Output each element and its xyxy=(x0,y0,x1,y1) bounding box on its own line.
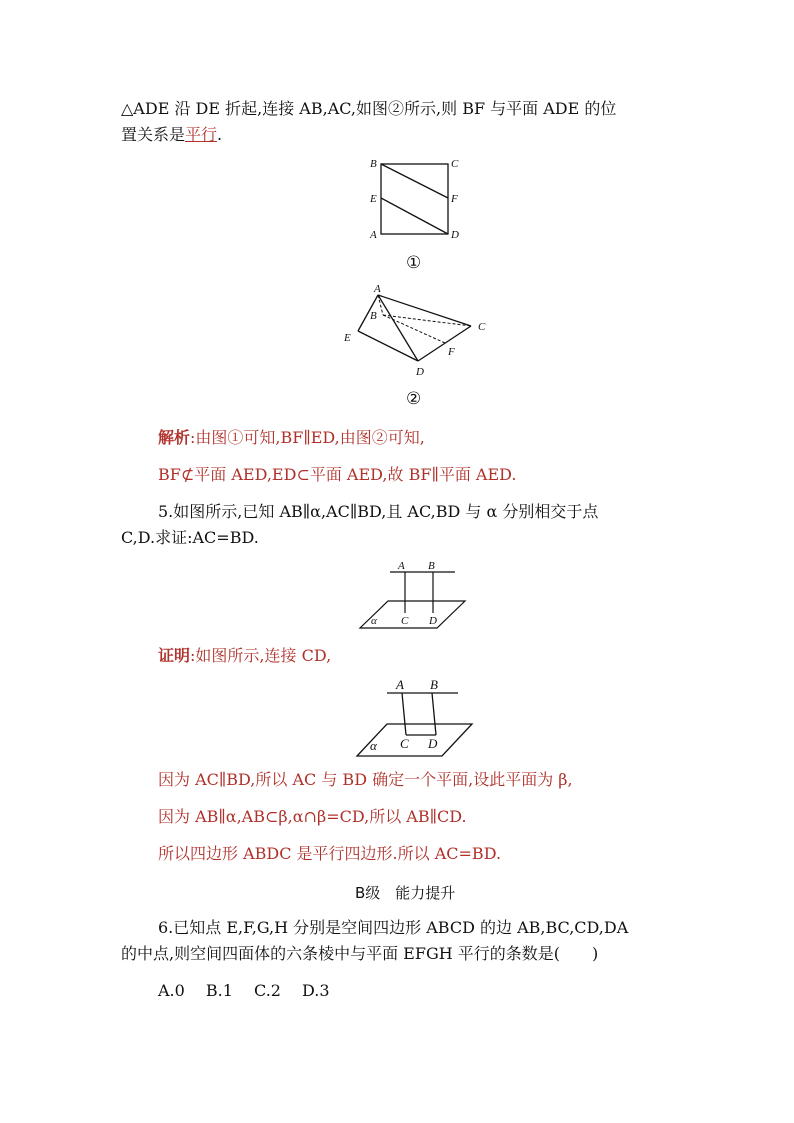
q6-options: A.0 B.1 C.2 D.3 xyxy=(158,981,330,1000)
solution4-text1: :由图①可知,BF∥ED,由图②可知, xyxy=(190,428,425,447)
proof5-line1 xyxy=(158,645,331,667)
q5-line1: 5.如图所示,已知 AB∥α,AC∥BD,且 AC,BD 与 α 分别相交于点 xyxy=(158,502,599,521)
fig3-label-A: A xyxy=(398,560,405,572)
fig2-label-D: D xyxy=(416,366,424,378)
q4-line1: △ADE 沿 DE 折起,连接 AB,AC,如图②所示,则 BF 与平面 ADE 的位 xyxy=(121,99,617,118)
fig1-label-C: C xyxy=(451,158,459,170)
q4-line2-prefix: 置关系是 xyxy=(121,125,186,144)
proof5-text1: :如图所示,连接 CD, xyxy=(190,646,332,665)
fig1-label-F: F xyxy=(451,193,458,205)
fig2-label-A: A xyxy=(374,283,381,295)
fig4-label-B: B xyxy=(430,677,438,692)
fig3-label-C: C xyxy=(401,615,409,627)
fig1-label-B: B xyxy=(370,158,377,170)
q4-answer: 平行 xyxy=(185,125,218,144)
section-title: B级 能力提升 xyxy=(355,884,456,902)
fig3-label-alpha: α xyxy=(371,615,377,627)
fig2-label-B: B xyxy=(370,310,377,322)
fig4-label-D: D xyxy=(428,736,438,751)
solution4-label: 解析 xyxy=(158,428,191,447)
fig3-label-D: D xyxy=(429,615,437,627)
fig1-label-A: A xyxy=(370,229,377,241)
fig4-label-C: C xyxy=(400,736,409,751)
fig4-label-A: A xyxy=(396,677,404,692)
fig3-label-B: B xyxy=(428,560,435,572)
q5-line2: C,D.求证:AC=BD. xyxy=(121,528,259,547)
q4-line2 xyxy=(121,124,222,146)
solution4-line1 xyxy=(158,427,425,449)
fig2-label-E: E xyxy=(344,332,351,344)
figure4-plane-diagram xyxy=(354,676,476,760)
figure2-folded-diagram xyxy=(338,283,498,378)
figure1-square-diagram xyxy=(365,155,465,245)
proof5-line4: 所以四边形 ABDC 是平行四边形.所以 AC=BD. xyxy=(158,844,502,863)
figure2-caption: ② xyxy=(406,389,422,409)
figure3-plane-diagram xyxy=(357,558,472,632)
proof5-line3: 因为 AB∥α,AB⊂β,α∩β=CD,所以 AB∥CD. xyxy=(158,807,467,826)
fig1-label-E: E xyxy=(370,193,377,205)
fig2-label-C: C xyxy=(478,321,486,333)
proof5-line2: 因为 AC∥BD,所以 AC 与 BD 确定一个平面,设此平面为 β, xyxy=(158,770,573,789)
q4-line2-suffix: . xyxy=(217,125,223,144)
q6-line2: 的中点,则空间四面体的六条棱中与平面 EFGH 平行的条数是( ) xyxy=(121,944,599,963)
figure1-caption: ① xyxy=(406,253,422,273)
q6-line1: 6.已知点 E,F,G,H 分别是空间四边形 ABCD 的边 AB,BC,CD,DA xyxy=(158,918,629,937)
fig1-label-D: D xyxy=(451,229,459,241)
proof5-label: 证明 xyxy=(158,646,191,665)
fig2-label-F: F xyxy=(448,346,455,358)
fig4-label-alpha: α xyxy=(370,738,377,753)
solution4-line2: BF⊄平面 AED,ED⊂平面 AED,故 BF∥平面 AED. xyxy=(158,465,517,484)
